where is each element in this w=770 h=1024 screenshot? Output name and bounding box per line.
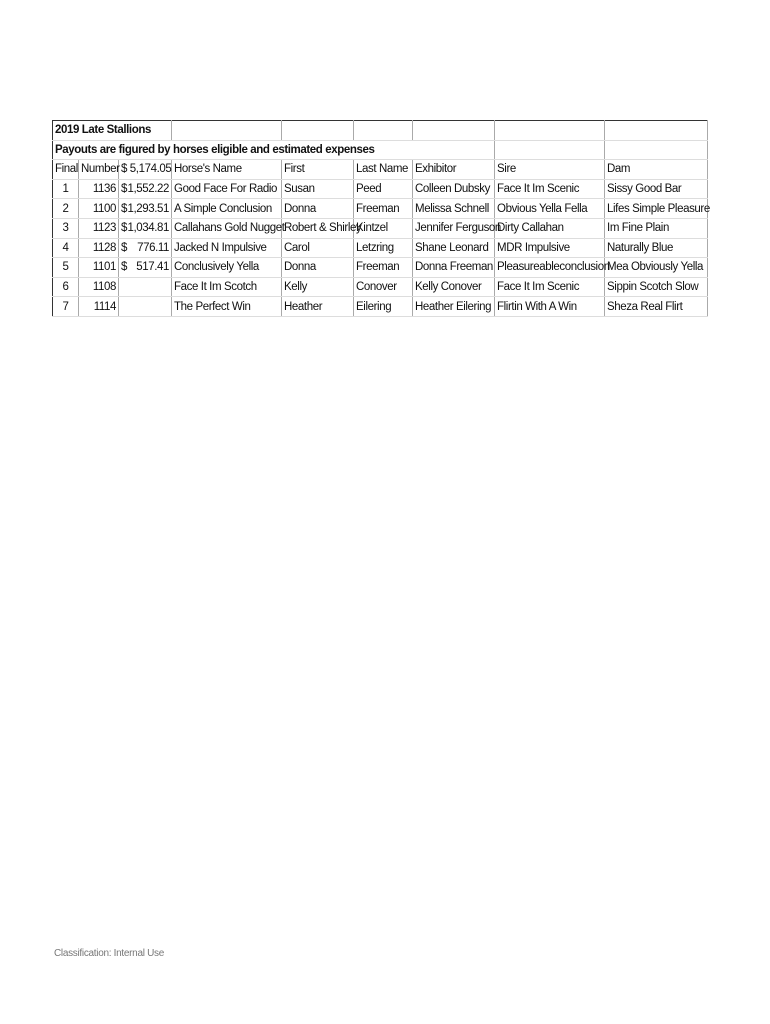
cell-sire: Face It Im Scenic (495, 277, 605, 297)
cell-last-name: Eilering (354, 297, 413, 317)
cell-final: 2 (53, 199, 79, 219)
header-horse-name: Horse's Name (172, 160, 282, 180)
cell-horse-name: Jacked N Impulsive (172, 238, 282, 258)
cell-sire: Face It Im Scenic (495, 179, 605, 199)
cell-payout (119, 238, 172, 258)
cell-number: 1100 (79, 199, 119, 219)
cell-payout (119, 297, 172, 317)
cell-last-name: Kintzel (354, 218, 413, 238)
cell-first: Heather (282, 297, 354, 317)
table-row (53, 199, 708, 219)
cell-exhibitor: Kelly Conover (413, 277, 495, 297)
cell-exhibitor: Donna Freeman (413, 258, 495, 278)
payout-currency: $ (121, 202, 127, 215)
cell-sire: Flirtin With A Win (495, 297, 605, 317)
header-final: Final (53, 160, 79, 180)
cell-dam: Sissy Good Bar (605, 179, 708, 199)
payout-amount: 517.41 (136, 261, 170, 274)
cell-dam: Naturally Blue (605, 238, 708, 258)
classification-footer: Classification: Internal Use (54, 948, 164, 959)
table-row (53, 218, 708, 238)
results-table (52, 120, 708, 317)
cell-first: Carol (282, 238, 354, 258)
header-row (53, 160, 708, 180)
table-row (53, 297, 708, 317)
cell-horse-name: Face It Im Scotch (172, 277, 282, 297)
cell-number: 1136 (79, 179, 119, 199)
header-exhibitor: Exhibitor (413, 160, 495, 180)
cell-first: Kelly (282, 277, 354, 297)
payout-amount: 776.11 (137, 241, 170, 254)
cell-horse-name: Good Face For Radio (172, 179, 282, 199)
table-row (53, 238, 708, 258)
header-number: Number (79, 160, 119, 180)
cell-number: 1128 (79, 238, 119, 258)
cell-exhibitor: Colleen Dubsky (413, 179, 495, 199)
payout-currency: $ (121, 261, 127, 274)
header-last-name: Last Name (354, 160, 413, 180)
title-row (53, 121, 708, 141)
cell-first: Robert & Shirley (282, 218, 354, 238)
cell-payout (119, 258, 172, 278)
payout-currency: $ (121, 183, 127, 196)
payout-currency: $ (121, 222, 127, 235)
cell-payout (119, 179, 172, 199)
header-sire: Sire (495, 160, 605, 180)
cell-first: Donna (282, 258, 354, 278)
cell-number: 1108 (79, 277, 119, 297)
sheet-title: 2019 Late Stallions (53, 121, 172, 141)
cell-sire: Obvious Yella Fella (495, 199, 605, 219)
cell-horse-name: Callahans Gold Nugget (172, 218, 282, 238)
cell-final: 1 (53, 179, 79, 199)
payout-currency: $ (121, 241, 127, 254)
cell-payout (119, 277, 172, 297)
payout-note: Payouts are figured by horses eligible and estimated expenses (53, 140, 413, 160)
cell-exhibitor: Jennifer Ferguson (413, 218, 495, 238)
cell-last-name: Freeman (354, 258, 413, 278)
cell-exhibitor: Heather Eilering (413, 297, 495, 317)
cell-final: 7 (53, 297, 79, 317)
cell-first: Donna (282, 199, 354, 219)
header-dam: Dam (605, 160, 708, 180)
table-row (53, 179, 708, 199)
cell-number: 1114 (79, 297, 119, 317)
cell-dam: Sheza Real Flirt (605, 297, 708, 317)
cell-exhibitor: Melissa Schnell (413, 199, 495, 219)
cell-dam: Mea Obviously Yella (605, 258, 708, 278)
cell-exhibitor: Shane Leonard (413, 238, 495, 258)
cell-horse-name: A Simple Conclusion (172, 199, 282, 219)
cell-dam: Lifes Simple Pleasure (605, 199, 708, 219)
cell-last-name: Conover (354, 277, 413, 297)
cell-horse-name: Conclusively Yella (172, 258, 282, 278)
cell-last-name: Peed (354, 179, 413, 199)
cell-sire: Pleasureableconclusion (495, 258, 605, 278)
cell-sire: Dirty Callahan (495, 218, 605, 238)
payout-amount: 1,552.22 (127, 183, 170, 196)
cell-number: 1123 (79, 218, 119, 238)
cell-sire: MDR Impulsive (495, 238, 605, 258)
cell-final: 6 (53, 277, 79, 297)
cell-final: 5 (53, 258, 79, 278)
cell-payout (119, 218, 172, 238)
cell-dam: Sippin Scotch Slow (605, 277, 708, 297)
payout-amount: 1,293.51 (127, 202, 170, 215)
header-first: First (282, 160, 354, 180)
cell-last-name: Letzring (354, 238, 413, 258)
cell-first: Susan (282, 179, 354, 199)
cell-payout (119, 199, 172, 219)
cell-dam: Im Fine Plain (605, 218, 708, 238)
cell-last-name: Freeman (354, 199, 413, 219)
note-row (53, 140, 708, 160)
payout-amount: 1,034.81 (127, 222, 170, 235)
table-row (53, 258, 708, 278)
cell-number: 1101 (79, 258, 119, 278)
cell-horse-name: The Perfect Win (172, 297, 282, 317)
cell-final: 4 (53, 238, 79, 258)
header-total-payout: $ 5,174.05 (119, 160, 172, 180)
cell-final: 3 (53, 218, 79, 238)
table-row (53, 277, 708, 297)
